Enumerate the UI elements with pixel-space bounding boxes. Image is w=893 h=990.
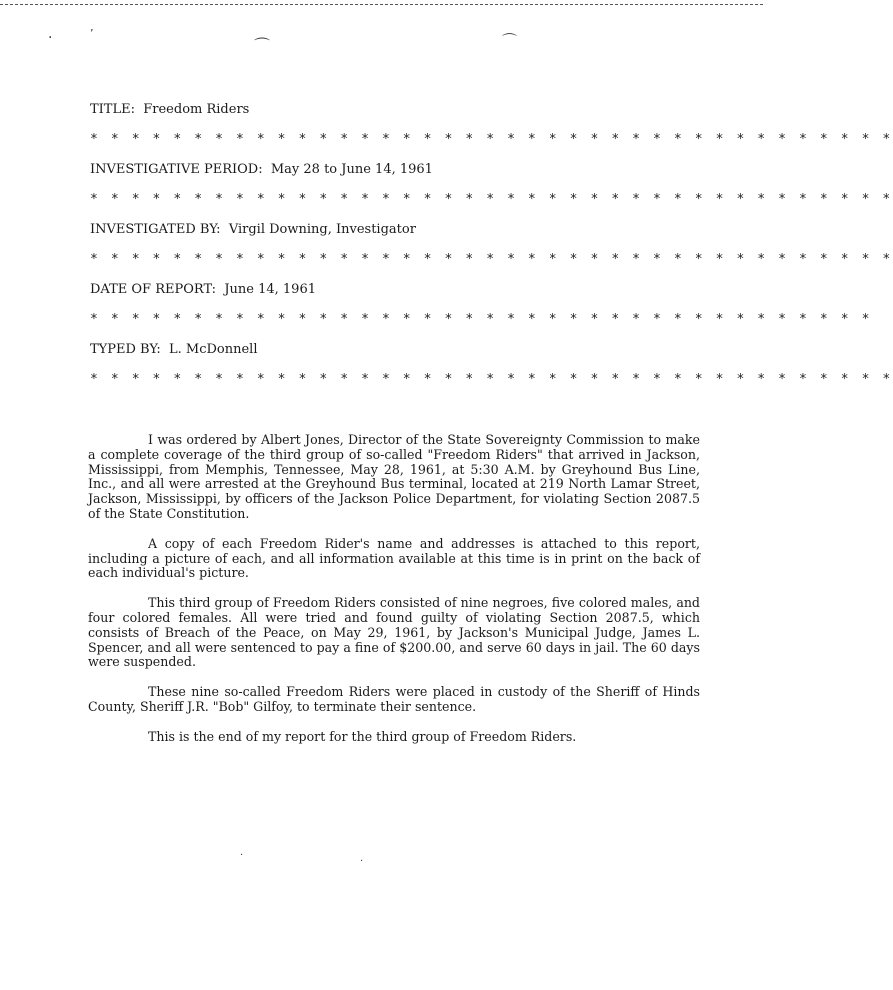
investigative-period-value: May 28 to June 14, 1961 [270, 162, 433, 177]
date-of-report-value: June 14, 1961 [224, 282, 316, 297]
star-separator: * * * * * * * * * * * * * * * * * * * * * * * * * * * * * * * * * * * * * * * [90, 252, 893, 267]
title-field [90, 100, 680, 130]
body-paragraph: This is the end of my report for the third group of Freedom Riders. [148, 728, 577, 744]
investigated-by-value: Virgil Downing, Investigator [228, 222, 416, 237]
title-field-value: Freedom Riders [143, 102, 250, 117]
star-separator: * * * * * * * * * * * * * * * * * * * * * * * * * * * * * * * * * * * * * * * [90, 372, 893, 387]
body-paragraph: A copy of each Freedom Rider's name and addresses is attached to this report, including a picture of each, and all information available at this time is in print on the back of each individual's picture. [88, 535, 700, 581]
body-paragraph: These nine so-called Freedom Riders were placed in custody of the Sheriff of Hinds County, Sheriff J.R. "Bob" Gilfoy, to terminate their sentence. [88, 684, 700, 714]
scan-mark-caret: ⌒ [502, 32, 518, 50]
body-paragraph: This third group of Freedom Riders consisted of nine negroes, five colored males, and four colored females. All were tried and found guilty of violating Section 2087.5, which consists of Breach of the Peace, on May 29, 1961, by Jackson's Municipal Judge, James L. Spencer, and all were sentenced to pay a fine of $200.00, and serve 60 days in jail. The 60 days were suspended. [88, 595, 700, 670]
date-of-report-field [90, 280, 680, 310]
scan-speck: · [360, 856, 364, 867]
typed-by-label: TYPED BY: [90, 342, 161, 357]
page-top-edge [0, 0, 763, 5]
title-field-label: TITLE: [90, 102, 135, 117]
date-of-report-label: DATE OF REPORT: [90, 282, 217, 297]
report-header-fields [90, 100, 893, 400]
scan-mark-caret: ⌒ [254, 36, 271, 55]
scan-speck: · [48, 30, 53, 46]
typed-by-value: L. McDonnell [169, 342, 258, 357]
investigative-period-field [90, 160, 680, 190]
star-separator: * * * * * * * * * * * * * * * * * * * * * * * * * * * * * * * * * * * * * * * [90, 192, 893, 207]
scan-speck: · [240, 850, 244, 861]
investigated-by-label: INVESTIGATED BY: [90, 222, 221, 237]
report-body [88, 433, 700, 760]
scan-speck: ʼ [90, 27, 94, 40]
star-separator: * * * * * * * * * * * * * * * * * * * * * * * * * * * * * * * * * * * * * * [90, 312, 872, 327]
typed-by-field [90, 340, 680, 370]
investigative-period-label: INVESTIGATIVE PERIOD: [90, 162, 263, 177]
investigated-by-field [90, 220, 680, 250]
body-paragraph: I was ordered by Albert Jones, Director of the State Sovereignty Commission to make a complete coverage of the third group of so-called "Freedom Riders" that arrived in Jackson, Mississippi, from Memphis, Tennessee, May 28, 1961, at 5:30 A.M. by Greyhound Bus Line, Inc., and all were arrested at the Greyhound Bus terminal, located at 219 North Lamar Street, Jackson, Mississippi, by officers of the Jackson Police Department, for violating Section 2087.5 of the State Constitution. [88, 432, 700, 521]
star-separator: * * * * * * * * * * * * * * * * * * * * * * * * * * * * * * * * * * * * * * * [90, 132, 893, 147]
